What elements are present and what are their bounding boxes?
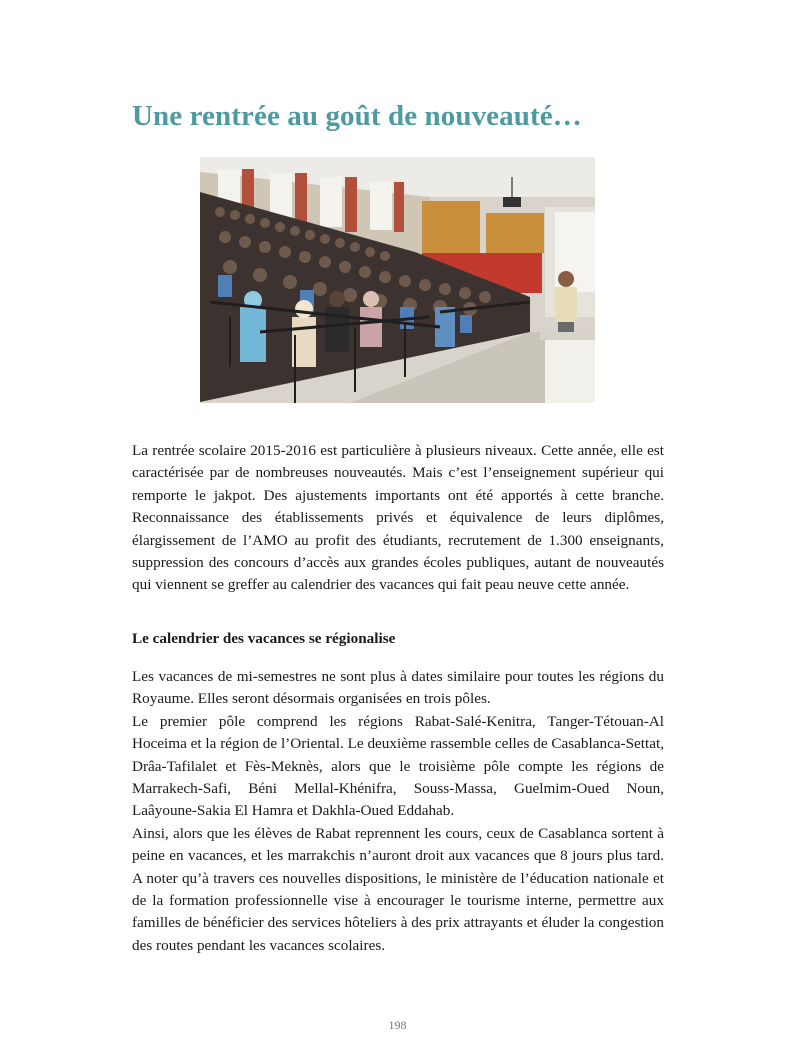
section-paragraph: Le premier pôle comprend les régions Rabat-Salé-Kenitra, Tanger-Tétouan-Al Hoceima et la région de l’Oriental. Le deuxième rassemble celles de Casablanca-Settat, Drâa-Tafilalet et Fès-Meknès, alors que le troisième pôle compte les régions de Marrakech-Safi, Béni Mellal-Khénifra, Souss-Massa, Guelmim-Oued Noun, Laâyoune-Sakia El Hamra et Dakhla-Oued Eddahab. xyxy=(132,712,664,820)
section-paragraph: Ainsi, alors que les élèves de Rabat reprennent les cours, ceux de Casablanca sortent à peine en vacances, et les marrakchis n’auront droit aux vacances que 8 jours plus tard. A noter qu’à travers ces nouvelles dispositions, le ministère de l’éducation nationale et de la formation professionnelle vise à encourager le tourisme interne, permettre aux familles de bénéficier des services hôteliers à des prix attrayants et éluder la congestion des routes pendant les vacances scolaires. xyxy=(132,824,664,954)
section-body xyxy=(132,666,664,957)
section-paragraph: Les vacances de mi-semestres ne sont plus à dates similaire pour toutes les régions du Royaume. Elles seront désormais organisées en trois pôles. xyxy=(132,668,664,708)
lecture-hall-photo xyxy=(200,157,595,403)
section-subheading: Le calendrier des vacances se régionalise xyxy=(132,630,396,647)
intro-paragraph: La rentrée scolaire 2015-2016 est particulière à plusieurs niveaux. Cette année, elle est caractérisée par de nombreuses nouveautés. Mais c’est l’enseignement supérieur qui remporte le jakpot. Des ajustements importants ont été apportés à cette branche. Reconnaissance des établissements privés et équivalence de leurs diplômes, élargissement de l’AMO au profit des étudiants, recrutement de 1.300 enseignants, suppression des concours d’accès aux grandes écoles publiques, autant de nouveautés qui viennent se greffer au calendrier des vacances qui fait peau neuve cette année. xyxy=(132,442,664,594)
page-title: Une rentrée au goût de nouveauté… xyxy=(132,100,582,132)
page-number: 198 xyxy=(388,1018,407,1032)
